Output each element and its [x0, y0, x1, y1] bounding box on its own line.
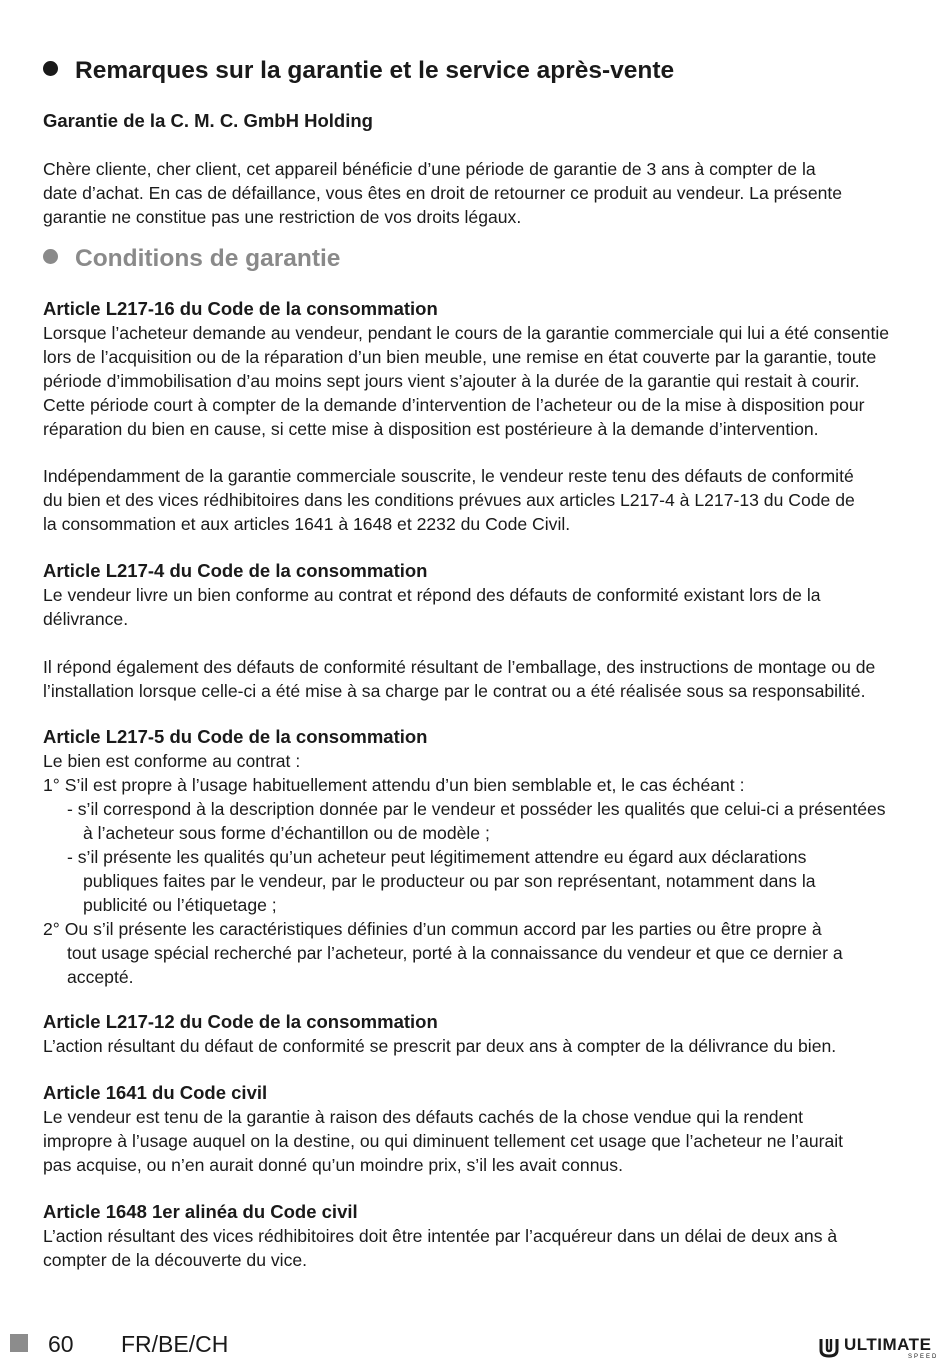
footer-marker — [10, 1334, 28, 1352]
list-item: - s’il présente les qualités qu’un acheteur peut légitimement attendre eu égard aux déclarations — [67, 847, 807, 867]
brand-name: ULTIMATE — [844, 1335, 932, 1354]
article-text: L’action résultant du défaut de conformité se prescrit par deux ans à compter de la délivrance du bien. — [43, 1036, 837, 1056]
holding-subheading: Garantie de la C. M. C. GmbH Holding — [43, 110, 373, 131]
list-item: 2° Ou s’il présente les caractéristiques définies d’un commun accord par les parties ou être propre à — [43, 919, 822, 939]
intro-paragraph: Chère cliente, cher client, cet appareil bénéficie d’une période de garantie de 3 ans à compter de la date d’achat. En cas de défaillance, vous êtes en droit de retourner ce produit au vendeur. La présente garantie ne constitue pas une restriction de vos droits légaux. — [43, 159, 843, 227]
article-title: Article 1641 du Code civil — [43, 1082, 268, 1103]
article-text: Lorsque l’acheteur demande au vendeur, pendant le cours de la garantie commerciale qui lui a été consentie lors de l’acquisition ou de la réparation d’un bien meuble, une remise en état couverte par la garantie, toute période d’immobilisation d’au moins sept jours vient s’ajouter à la durée de la garantie qui restait à courir. Cette période court à compter de la demande d’intervention de l’acheteur ou de la mise à disposition pour réparation du bien en cause, si cette mise à disposition est postérieure à la demande d’intervention. — [43, 323, 890, 439]
brand-mark-icon — [818, 1336, 840, 1358]
article-title: Article L217-5 du Code de la consommation — [43, 726, 428, 747]
article-title: Article L217-4 du Code de la consommation — [43, 560, 428, 581]
brand-tagline: SPEED — [908, 1354, 939, 1360]
article-title: Article 1648 1er alinéa du Code civil — [43, 1201, 358, 1222]
main-heading: Remarques sur la garantie et le service après-vente — [43, 57, 674, 85]
page-number: 60 — [48, 1331, 74, 1357]
bullet-icon — [43, 249, 58, 264]
list-item: 1° S’il est propre à l’usage habituellement attendu d’un bien semblable et, le cas échéant : — [43, 775, 745, 795]
list-item: - s’il correspond à la description donnée par le vendeur et posséder les qualités que celui-ci a présentées — [67, 799, 886, 819]
article-text: Il répond également des défauts de conformité résultant de l’emballage, des instructions de montage ou de l’installation lorsque celle-ci a été mise à sa charge par le contrat ou a été réalisée sous sa responsabilité. — [43, 657, 876, 701]
article-text: Le vendeur livre un bien conforme au contrat et répond des défauts de conformité existant lors de la délivrance. — [43, 585, 821, 629]
article-title: Article L217-16 du Code de la consommation — [43, 298, 438, 319]
article-text: L’action résultant des vices rédhibitoires doit être intentée par l’acquéreur dans un délai de deux ans à compter de la découverte du vice. — [43, 1226, 838, 1270]
conditions-heading: Conditions de garantie — [43, 245, 340, 273]
region-code: FR/BE/CH — [121, 1331, 229, 1357]
article-title: Article L217-12 du Code de la consommation — [43, 1011, 438, 1032]
article-text: Le vendeur est tenu de la garantie à raison des défauts cachés de la chose vendue qui la rendent impropre à l’usage auquel on la destine, ou qui diminuent tellement cet usage que l’acheteur ne l’aurait pas acquise, ou n’en aurait donné qu’un moindre prix, s’il les avait connus. — [43, 1107, 844, 1175]
bullet-icon — [43, 61, 58, 76]
article-text: Indépendamment de la garantie commerciale souscrite, le vendeur reste tenu des défauts de conformité du bien et des vices rédhibitoires dans les conditions prévues aux articles L217-4 à L217-13 du Code de la consommation et aux articles 1641 à 1648 et 2232 du Code Civil. — [43, 466, 855, 534]
brand-logo — [818, 1334, 943, 1362]
article-text: Le bien est conforme au contrat : 1° S’il est propre à l’usage habituellement attendu d’un bien semblable et, le cas échéant : - s’il correspond à la description donnée par le vendeur et posséder les qualités que celui-ci a présentées à l’acheteur sous forme d’échantillon ou de modèle ; - s’il présente les qualités qu’un acheteur peut légitimement attendre eu égard aux déclarations publiques faites par le vendeur, par le producteur ou par son représentant, notamment dans la publicité ou l’étiquetage ; 2° Ou s’il présente les caractéristiques définies d’un commun accord par les parties ou être propre à tout usage spécial recherché par l’acheteur, porté à la connaissance du vendeur et que ce dernier a accepté. — [43, 749, 908, 989]
